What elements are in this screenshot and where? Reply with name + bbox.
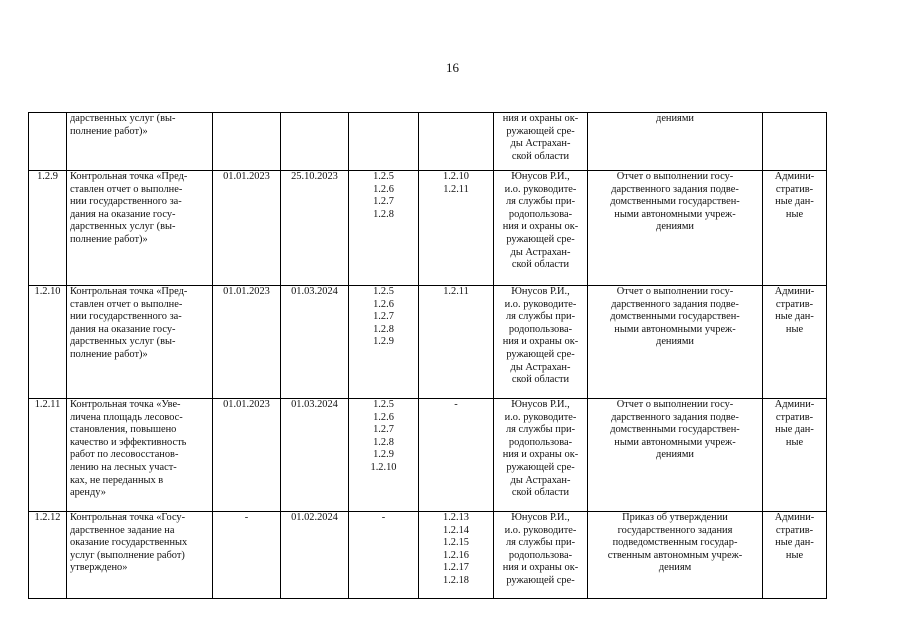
predecessors: 1.2.5 1.2.6 1.2.7 1.2.8 1.2.9 1.2.10: [349, 399, 419, 512]
info-source: Админи- стратив- ные дан- ные: [763, 286, 827, 399]
table-row: [29, 286, 827, 399]
predecessors: -: [349, 512, 419, 599]
row-number: [29, 113, 67, 171]
row-number: 1.2.11: [29, 399, 67, 512]
document: Приказ об утверждении государственного задания подведомственным государ- ственным автономным учреж- дениям: [588, 512, 763, 599]
predecessors: 1.2.5 1.2.6 1.2.7 1.2.8 1.2.9: [349, 286, 419, 399]
responsible: Юнусов Р.И., и.о. руководите- ля службы при- родопользова- ния и охраны ок- ружающей сре- ды Астрахан- ской области: [494, 399, 588, 512]
end-date: 01.03.2024: [281, 399, 349, 512]
info-source: Админи- стратив- ные дан- ные: [763, 512, 827, 599]
successors: [419, 113, 494, 171]
event-name: Контрольная точка «Уве- личена площадь лесовос- становления, повышено качество и эффективность работ по лесовосстанов- лению на лесных участ- ках, не переданных в аренду»: [67, 399, 213, 512]
table-row: [29, 171, 827, 286]
info-source: [763, 113, 827, 171]
predecessors: [349, 113, 419, 171]
row-number: 1.2.12: [29, 512, 67, 599]
end-date: [281, 113, 349, 171]
end-date: 01.02.2024: [281, 512, 349, 599]
document: Отчет о выполнении госу- дарственного задания подве- домственными государствен- ными автономными учреж- дениями: [588, 286, 763, 399]
event-name: Контрольная точка «Госу- дарственное задание на оказание государственных услуг (выполнение работ) утверждено»: [67, 512, 213, 599]
event-name: Контрольная точка «Пред- ставлен отчет о выполне- нии государственного за- дания на оказание госу- дарственных услуг (вы- полнение работ)»: [67, 171, 213, 286]
row-number: 1.2.9: [29, 171, 67, 286]
info-source: Админи- стратив- ные дан- ные: [763, 171, 827, 286]
row-number: 1.2.10: [29, 286, 67, 399]
start-date: 01.01.2023: [213, 399, 281, 512]
responsible: Юнусов Р.И., и.о. руководите- ля службы при- родопользова- ния и охраны ок- ружающей сре- ды Астрахан- ской области: [494, 286, 588, 399]
responsible: Юнусов Р.И., и.о. руководите- ля службы при- родопользова- ния и охраны ок- ружающей сре-: [494, 512, 588, 599]
table-row: [29, 113, 827, 171]
page-number: 16: [446, 60, 459, 75]
end-date: 25.10.2023: [281, 171, 349, 286]
info-source: Админи- стратив- ные дан- ные: [763, 399, 827, 512]
successors: -: [419, 399, 494, 512]
responsible: Юнусов Р.И., и.о. руководите- ля службы при- родопользова- ния и охраны ок- ружающей сре- ды Астрахан- ской области: [494, 171, 588, 286]
document: Отчет о выполнении госу- дарственного задания подве- домственными государствен- ными автономными учреж- дениями: [588, 399, 763, 512]
document: дениями: [588, 113, 763, 171]
start-date: 01.01.2023: [213, 171, 281, 286]
plan-table: [28, 112, 827, 599]
predecessors: 1.2.5 1.2.6 1.2.7 1.2.8: [349, 171, 419, 286]
successors: 1.2.10 1.2.11: [419, 171, 494, 286]
event-name: Контрольная точка «Пред- ставлен отчет о выполне- нии государственного за- дания на оказание госу- дарственных услуг (вы- полнение работ)»: [67, 286, 213, 399]
table-row: [29, 399, 827, 512]
successors: 1.2.13 1.2.14 1.2.15 1.2.16 1.2.17 1.2.18: [419, 512, 494, 599]
start-date: -: [213, 512, 281, 599]
responsible: ния и охраны ок- ружающей сре- ды Астрахан- ской области: [494, 113, 588, 171]
document: Отчет о выполнении госу- дарственного задания подве- домственными государствен- ными автономными учреж- дениями: [588, 171, 763, 286]
end-date: 01.03.2024: [281, 286, 349, 399]
table-row: [29, 512, 827, 599]
start-date: [213, 113, 281, 171]
event-name: дарственных услуг (вы- полнение работ)»: [67, 113, 213, 171]
start-date: 01.01.2023: [213, 286, 281, 399]
successors: 1.2.11: [419, 286, 494, 399]
